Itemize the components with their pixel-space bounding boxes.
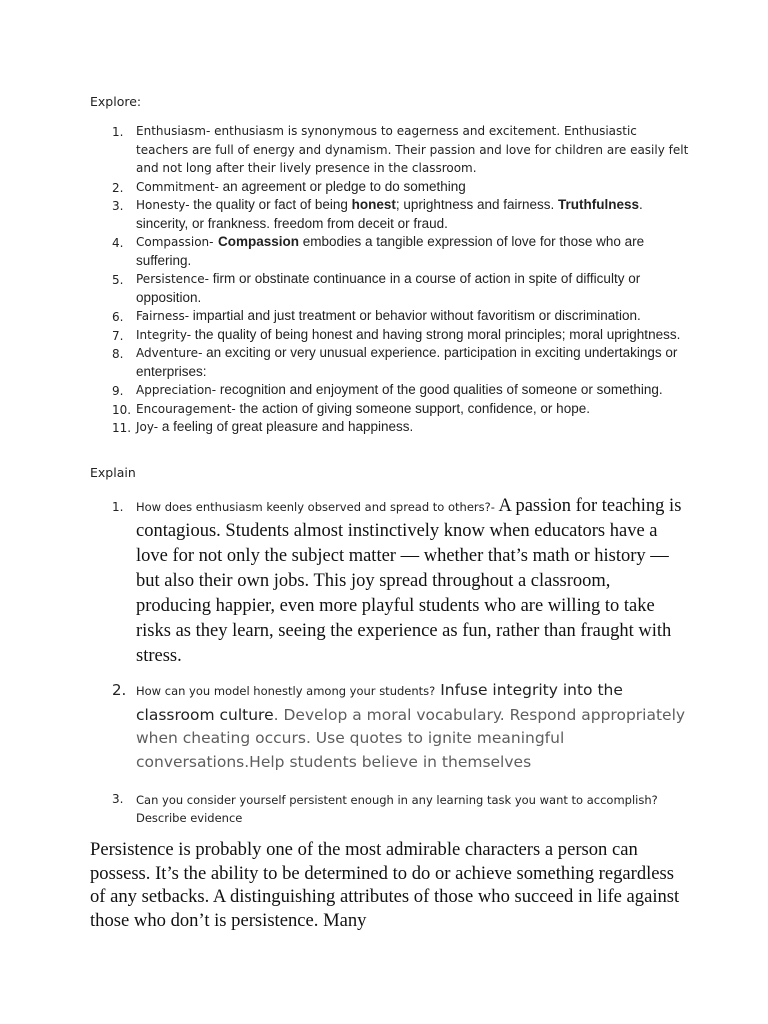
list-number: 10. xyxy=(112,402,132,417)
explain-heading: Explain xyxy=(90,465,136,480)
term-persistence: Persistence- xyxy=(136,272,209,286)
question-text: How does enthusiasm keenly observed and spread to others?- xyxy=(136,500,495,514)
list-number: 11. xyxy=(112,421,132,435)
term-commitment: Commitment- xyxy=(136,179,219,194)
list-item xyxy=(90,381,690,400)
list-number: 6. xyxy=(112,310,124,324)
definition-text: a feeling of great pleasure and happiness. xyxy=(158,419,414,434)
definition-text: an agreement or pledge to do something xyxy=(218,178,466,194)
term-compassion: Compassion- xyxy=(136,235,214,249)
term-joy: Joy- xyxy=(136,420,159,434)
answer-text: Infuse integrity into the classroom culture xyxy=(136,681,623,724)
list-number: 3. xyxy=(112,792,124,806)
term-enthusiasm: Enthusiasm- xyxy=(136,124,211,138)
list-item xyxy=(90,122,690,178)
list-number: 2. xyxy=(112,180,124,195)
term-encouragement: Encouragement- xyxy=(136,401,236,416)
explore-list xyxy=(90,122,690,437)
list-number: 2. xyxy=(112,681,127,699)
definition-text: the quality or fact of being xyxy=(189,197,352,212)
definition-text: the action of giving someone support, confidence, or hope. xyxy=(235,400,590,416)
list-item xyxy=(90,400,690,419)
term-adventure: Adventure- xyxy=(136,346,203,360)
list-number: 3. xyxy=(112,199,124,213)
explain-question-2 xyxy=(90,679,690,774)
answer-text-grey: . Develop a moral vocabulary. Respond appropriately when cheating occurs. Use quotes to ignite meaningful conversations.Help students believe in themselves xyxy=(136,705,686,771)
bold-word: honest xyxy=(351,197,396,212)
bold-word: Truthfulness xyxy=(558,197,640,212)
definition-text: ; uprightness and fairness. xyxy=(395,197,558,212)
definition-text: the quality of being honest and having strong moral principles; moral uprightness. xyxy=(191,326,681,342)
list-item xyxy=(90,233,690,270)
list-number: 1. xyxy=(112,125,124,139)
list-number: 9. xyxy=(112,384,124,398)
list-item xyxy=(90,270,690,307)
list-item xyxy=(90,791,690,827)
definition-text: . sincerity, or frankness. freedom from deceit or fraud. xyxy=(136,197,643,231)
list-number: 4. xyxy=(112,236,124,250)
question-text: Can you consider yourself persistent enough in any learning task you want to accomplish? Describe evidence xyxy=(136,793,658,825)
definition-text: impartial and just treatment or behavior without favoritism or discrimination. xyxy=(189,308,641,323)
definition-text: an exciting or very unusual experience. participation in exciting undertakings or enterprises: xyxy=(136,345,678,379)
list-number: 8. xyxy=(112,347,124,361)
term-honesty: Honesty- xyxy=(136,198,190,212)
bold-word: Compassion xyxy=(217,234,299,249)
definition-text: recognition and enjoyment of the good qualities of someone or something. xyxy=(216,382,663,397)
question-text: How can you model honestly among your students? xyxy=(136,684,436,698)
explain-question-3 xyxy=(90,791,690,827)
definition-text: firm or obstinate continuance in a course of action in spite of difficulty or opposition. xyxy=(136,271,641,305)
list-item xyxy=(90,679,690,774)
list-item xyxy=(90,307,690,326)
definition-text: enthusiasm is synonymous to eagerness and excitement. Enthusiastic teachers are full of energy and dynamism. Their passion and love for children are easily felt and not long after their lively presence in the classroom. xyxy=(136,124,689,175)
list-item xyxy=(90,418,690,437)
persistence-paragraph: Persistence is probably one of the most admirable characters a person can possess. It’s the ability to be determined to do or achieve something regardless of any setbacks. A distinguishing attributes of those who succeed in life against those who don’t is persistence. Many xyxy=(90,839,680,931)
explore-heading: Explore: xyxy=(90,94,142,109)
list-item xyxy=(90,178,690,197)
list-number: 7. xyxy=(112,328,124,343)
list-item xyxy=(90,196,690,233)
term-appreciation: Appreciation- xyxy=(136,383,217,397)
list-item xyxy=(90,494,690,669)
list-item xyxy=(90,326,690,345)
term-integrity: Integrity- xyxy=(136,327,192,342)
definition-text: embodies a tangible expression of love for those who are suffering. xyxy=(136,234,645,268)
list-number: 5. xyxy=(112,273,124,287)
explain-question-1 xyxy=(90,494,690,669)
answer-text: A passion for teaching is contagious. Students almost instinctively know when educators have a love for not only the subject matter — whether that’s math or history — but also their own jobs. This joy spread throughout a classroom, producing happier, even more playful students who are willing to take risks as they learn, seeing the experience as fun, rather than fraught with stress. xyxy=(136,496,682,666)
list-number: 1. xyxy=(112,500,124,514)
list-item xyxy=(90,344,690,381)
term-fairness: Fairness- xyxy=(136,309,190,323)
